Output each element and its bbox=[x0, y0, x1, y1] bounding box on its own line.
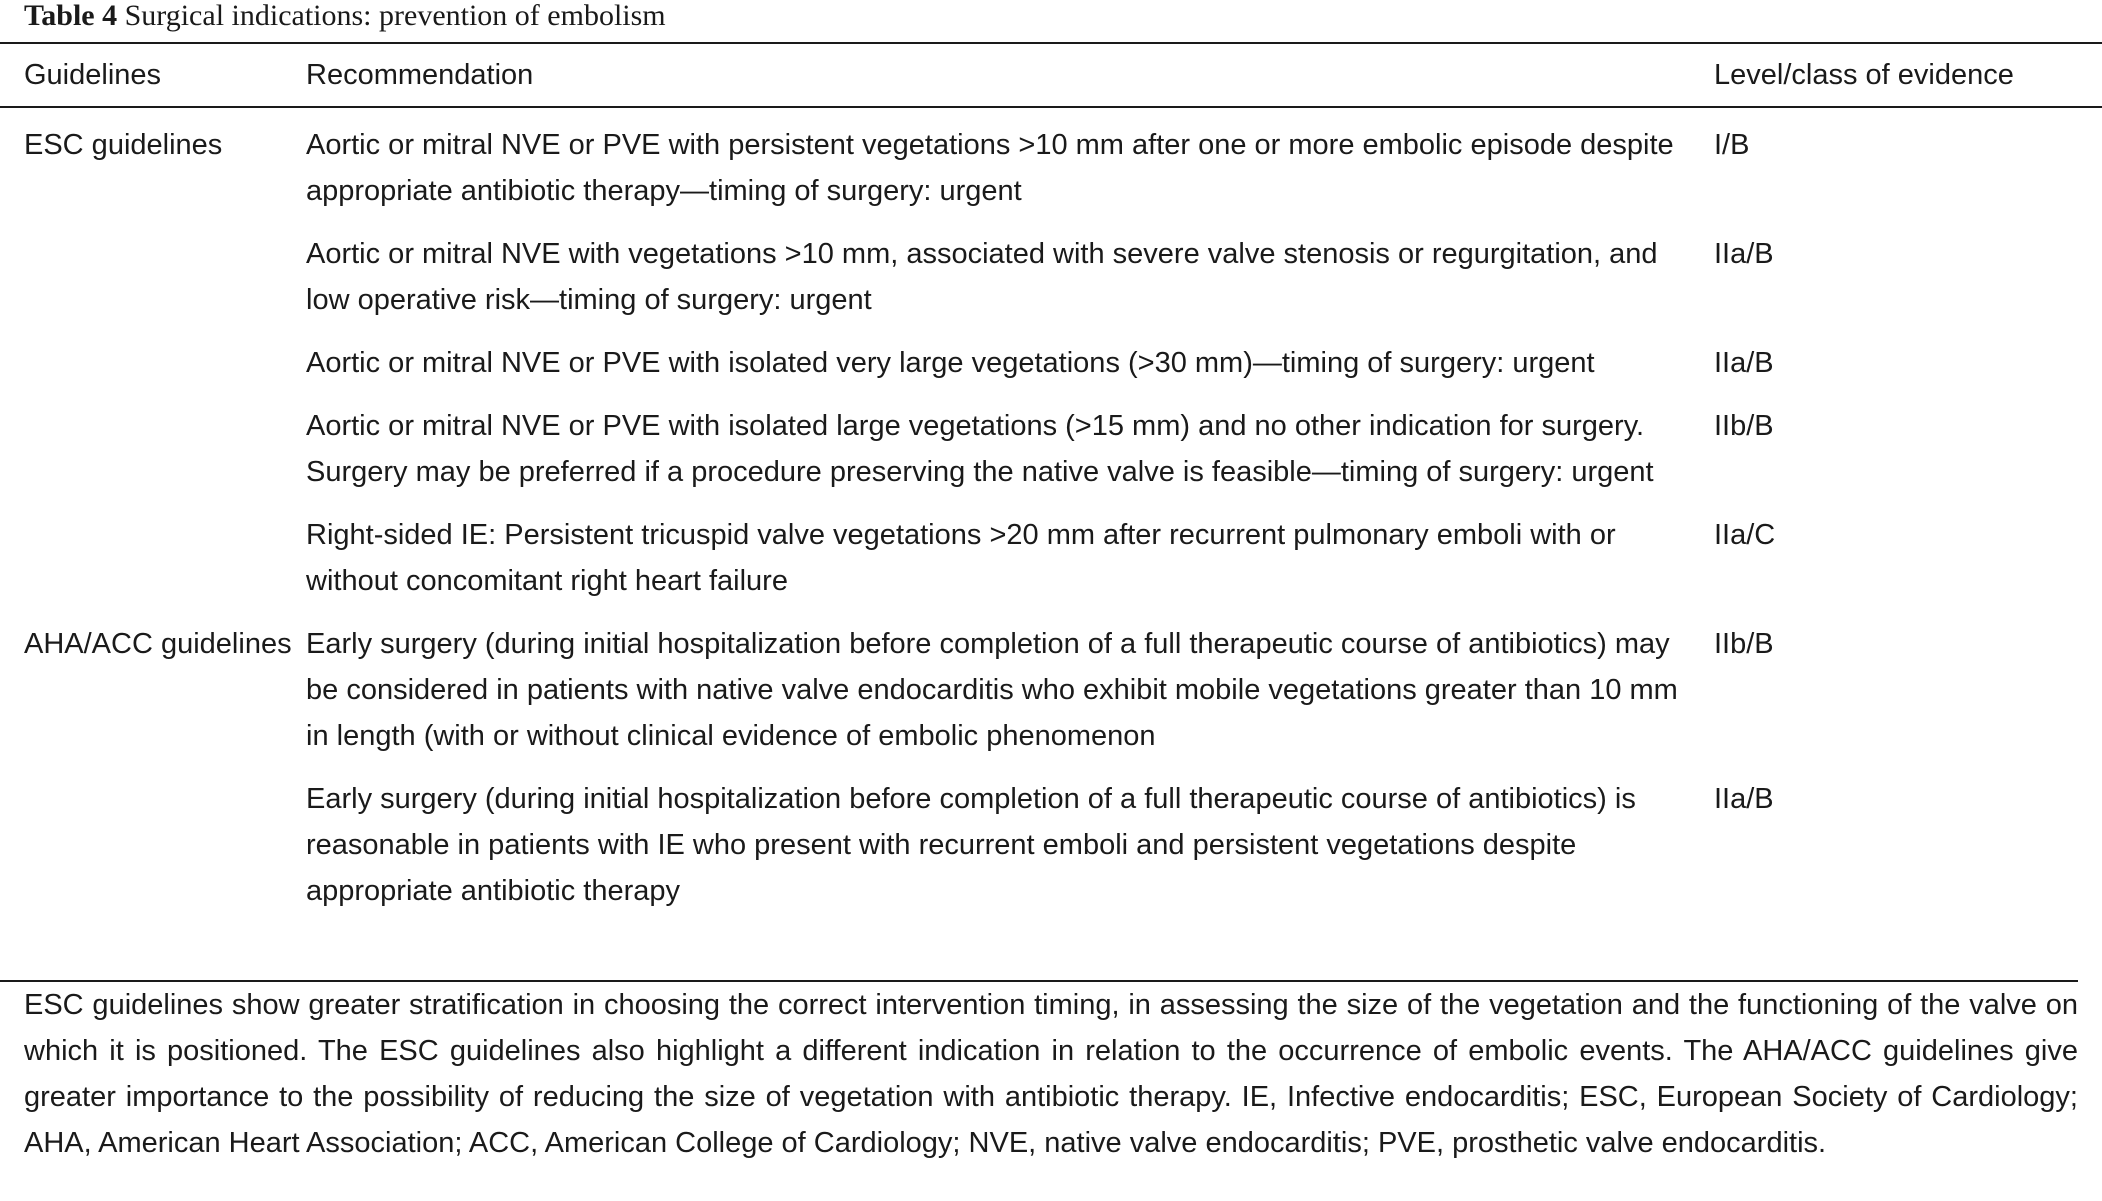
evidence-cell: I/B bbox=[1714, 129, 1750, 161]
table-footnote: ESC guidelines show greater stratification in choosing the correct intervention timing, in assessing the size of the vegetation and the functioning of the valve on which it is positioned. The ESC guidelines also highlight a different indication in relation to the occurrence of embolic events. The AHA/ACC guidelines give greater importance to the possibility of reducing the size of vegetation with antibiotic therapy. IE, Infective endocarditis; ESC, European Society of Cardiology; AHA, American Heart Association; ACC, American College of Cardiology; NVE, native valve endocarditis; PVE, prosthetic valve endocarditis. bbox=[0, 980, 2078, 1166]
header-recommendation: Recommendation bbox=[306, 59, 534, 91]
guideline-cell bbox=[0, 403, 306, 512]
table-row bbox=[0, 340, 2102, 403]
table-row bbox=[0, 512, 2102, 621]
recommendation-cell: Aortic or mitral NVE with vegetations >10 mm, associated with severe valve stenosis or regurgitation, and low operative risk—timing of surgery: urgent bbox=[306, 238, 1658, 316]
evidence-cell: IIa/B bbox=[1714, 347, 1774, 379]
table-row bbox=[0, 776, 2102, 924]
recommendation-cell: Early surgery (during initial hospitalization before completion of a full therapeutic course of antibiotics) is reasonable in patients with IE who present with recurrent emboli and persistent vegetations despite appropriate antibiotic therapy bbox=[306, 783, 1636, 907]
guideline-cell bbox=[0, 776, 306, 924]
recommendation-cell: Aortic or mitral NVE or PVE with isolated very large vegetations (>30 mm)—timing of surgery: urgent bbox=[306, 347, 1595, 379]
header-evidence: Level/class of evidence bbox=[1714, 59, 2014, 91]
guideline-cell bbox=[0, 512, 306, 621]
evidence-cell: IIa/B bbox=[1714, 783, 1774, 815]
table-label: Table 4 bbox=[24, 0, 118, 32]
recommendation-cell: Aortic or mitral NVE or PVE with isolated large vegetations (>15 mm) and no other indication for surgery. Surgery may be preferred if a procedure preserving the native valve is feasible—timing of surgery: urgent bbox=[306, 410, 1654, 488]
evidence-cell: IIb/B bbox=[1714, 628, 1774, 660]
guideline-cell bbox=[0, 231, 306, 340]
evidence-cell: IIa/C bbox=[1714, 519, 1776, 551]
table-container bbox=[0, 42, 2102, 924]
recommendation-cell: Right-sided IE: Persistent tricuspid valve vegetations >20 mm after recurrent pulmonary emboli with or without concomitant right heart failure bbox=[306, 519, 1616, 597]
table-row bbox=[0, 403, 2102, 512]
evidence-cell: IIb/B bbox=[1714, 410, 1774, 442]
guideline-cell bbox=[0, 340, 306, 403]
table-row bbox=[0, 231, 2102, 340]
header-guidelines: Guidelines bbox=[24, 59, 162, 91]
guideline-cell: AHA/ACC guidelines bbox=[24, 628, 292, 660]
table-caption bbox=[24, 0, 666, 32]
table-header-row bbox=[0, 43, 2102, 107]
recommendations-table bbox=[0, 42, 2102, 924]
table-row bbox=[0, 107, 2102, 231]
guideline-cell: ESC guidelines bbox=[24, 129, 223, 161]
table-row bbox=[0, 621, 2102, 776]
evidence-cell: IIa/B bbox=[1714, 238, 1774, 270]
table-title: Surgical indications: prevention of embolism bbox=[124, 0, 666, 32]
recommendation-cell: Aortic or mitral NVE or PVE with persistent vegetations >10 mm after one or more embolic episode despite appropriate antibiotic therapy—timing of surgery: urgent bbox=[306, 129, 1674, 207]
recommendation-cell: Early surgery (during initial hospitalization before completion of a full therapeutic course of antibiotics) may be considered in patients with native valve endocarditis who exhibit mobile vegetations greater than 10 mm in length (with or without clinical evidence of embolic phenomenon bbox=[306, 628, 1678, 752]
